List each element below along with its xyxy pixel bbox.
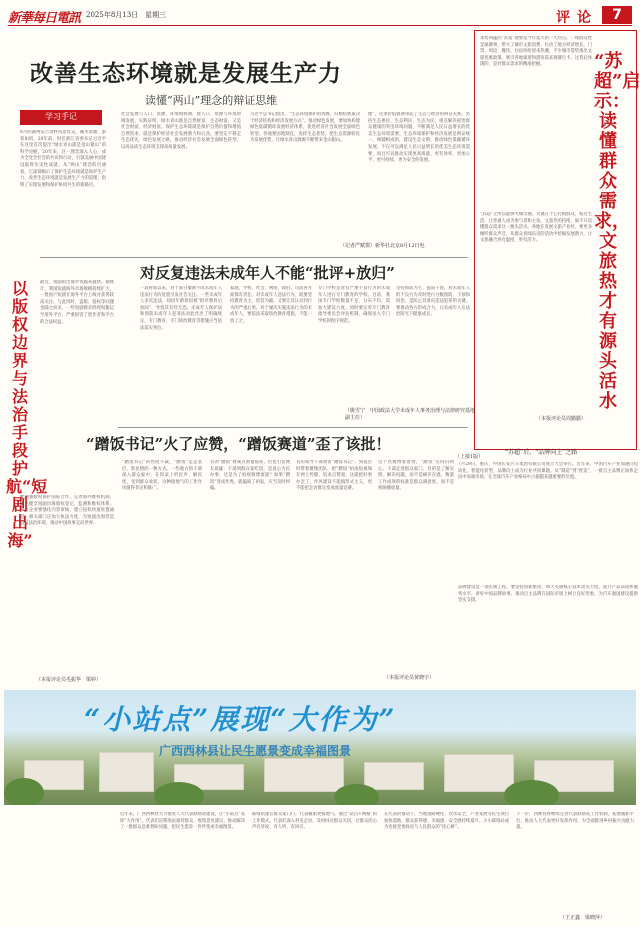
xilin-column-4: 下一步，西林县将继续完善代表联络站工作机制，拓展履职平台，推动人大代表更好发挥作用，为全面推进乡村振兴贡献力量。 [516,812,634,831]
minors-column-3: 专门学校是对有严重不良行为的未成年人进行专门教育的学校。目前，我国专门学校数量不足、分布不均，需加大建设力度。同时要完善专门教育指导委员会评估机制，确保送入专门学校的程序规范。 [318,286,390,324]
page-number: 7 [602,6,632,24]
headline-bangfan: “蹭饭书记”火了应赞，“蹭饭赛道”歪了该批！ [86,435,391,453]
short-drama-column-1: 最近，短剧的出海步伐越来越快。据统计，我国短剧海外市场规模持续扩大，一批国产短剧在海外平台上线并获得较高关注。与此同时，盗版、侵权等问题也随之而来，一些短剧被未经授权搬运至境外平台，严重损害了创作者和平台的合法权益。 [40,280,114,325]
study-notes-tag: 学习手记 [20,110,102,124]
bangfan-column-3: 有的领导干部效仿“蹭饭书记”，到基层时带着摄像团队，把“蹭饭”拍成短视频在网上传播，追求点赞量，这就把好事办歪了。作风建设不能搞形式主义，更不能把走访群众变成流量竞赛。 [296,460,372,492]
tree [334,784,379,805]
bangfan-column-4: 这个热搜博着着赞，“蹭饭”应回归初心。干部走进群众家门，目的是了解实情、解决问题，而不是刷存在感。衡量工作成效的标准是群众满意度，而不是视频播放量。 [378,460,454,492]
suchao-column-1: 来势凶猛的“苏超”现象是今年夏天的一大热点。一场群众性足球赛事，带火了城市文旅消费，拉动了地方经济增长。门票、周边、餐饮、住宿纷纷迎来热潮，不少城市借势推出文旅优惠政策，吸引各地球迷和游客前来观赛打卡。这背后体现的，是对群众需求的精准把握。 [480,36,592,68]
minors-column-2: 家庭、学校、社会、网络、政府、司法各方面都有责任。对未成年人违法行为，既要坚持教育为主、惩罚为辅，又要让其认识到行为的严重后果。对于屡次实施违法行为的未成年人，要依法采取矫治教育措施，不能一放了之。 [230,286,312,324]
suchao-vertical-title: “苏超”启示：读懂群众需求，文旅热才有源头活水 [594,51,640,412]
building [364,762,424,790]
short-drama-vertical-title: 以版权边界与法治手段护航“短剧出海” [6,279,48,550]
headline-ecology: 改善生态环境就是发展生产力 [30,60,342,87]
building [99,752,154,792]
photo-subtitle: 广西西林县让民生愿景变成幸福图景 [159,744,352,758]
bangfan-column-2: 有的“蹭饭”视频点赞量很高，但也引发网友质疑：干部到群众家吃饭，是真心为民办事，还是为了拍视频博流量？如果“蹭饭”变成作秀，就偏离了初衷，应当及时纠偏。 [210,460,290,492]
suchao-column-2: “苏超”之所以能够火爆出圈，关键在于它扎根群众、贴近生活，让普通人成为参与者和主角。文旅热的持续，离不开读懂群众需求这一源头活水。各地在发展文旅产业时，要更多倾听群众声音，从群众喜闻乐见的活动中挖掘发展潜力，让文旅融合更有温度、更有活力。 [480,212,592,244]
ecology-column-1: 8月的湖州安吉余村风景优美，溪水清澈，游客如织。20年前，时任浙江省委书记习近平在这里首次提出“绿水青山就是金山银山”的科学论断。20年来，这一理念深入人心，成为全党全社会的共识和行动，引领美丽中国建设取得历史性成就。从“两山”理念的内涵看，它深刻揭示了保护生态环境就是保护生产力、改善生态环境就是发展生产力的道理，指明了实现发展和保护协同共生的新路径。 [20,130,106,188]
tag-underline [20,124,102,125]
divider [118,427,468,428]
minors-byline: （姚雪宁 中国政法大学未成年人事务治理与法律研究基地副主任） [345,408,476,421]
brand-column-1: 7月29日，重庆、中国长安汽车集团有限公司成立大会举行。近年来，中国汽车产业加速向电动化、智能化转型，品牌向上成为行业共同课题。从“制造”到“智造”，一批自主品牌正加快走向中高端市场，在全球汽车产业格局中占据越来越重要的位置。 [458,462,638,481]
building [264,758,344,792]
xilin-column-1: 近年来，广西西林县大力推进人大代表联络站建设，让“小站点”发挥“大作用”。代表们定期进站接待群众，收集意见建议，推动解决了一批群众急难愁盼问题，把民生愿景一件件变成幸福图景。 [120,812,245,831]
xilin-column-3: 在代表的推动下，当地道路硬化、饮水安全、产业发展等民生项目加快落地，群众获得感、幸福感、安全感持续提升。小小联络站成为连接党委政府与人民群众的“连心桥”。 [384,812,509,831]
ecology-byline: （记者严赋憬）新华社北京8月12日电 [340,243,425,249]
building [444,754,514,792]
continued-note: （上接1版） [455,454,484,460]
section-title: 评 论 [556,10,592,26]
bangfan-column-1: “蹭饭书记”的热度不减，“蹭饭”是走基层、察民情的一种方式。一些地方的干部深入群众家中，在饭桌上听民声、解民忧，受到群众欢迎。这种接地气的工作作风值得肯定和推广。 [122,460,202,492]
feature-photo [4,690,636,805]
minors-column-1: 一段时间以来，对于部分屡教不改未成年人违法行为的处置引发社会关注。一些未成年人多次违法，却因年龄原因被“批评教育后放回”，导致其有恃无恐。未成年人保护法和预防未成年人犯罪法对此作出了明确规定，专门教育、专门矫治教育等措施应当依法落实到位。 [140,286,222,331]
date-line: 2025年8月13日 星期三 [86,11,167,19]
headline-minors: 对反复违法未成年人不能“批评+放归” [140,264,395,282]
xilin-byline: （王正鑫 梁晓萍） [560,915,606,921]
short-drama-column-2: 要加强版权保护国际合作，完善海外维权机制，建立健全短剧出海版权登记、监测和维权体系。平台企业要强化内容审核，建立侵权快速处置通道。相关部门应加大执法力度，为短剧出海营造良好法治环境，推动中国故事走向世界。 [20,495,114,527]
ecology-column-2: 社会发展与人口、资源、环境相协调，使人口、资源与环境协调发展。实践证明，绿水青山既是自然财富、生态财富，又是社会财富、经济财富。保护生态环境就是保护自然价值和增值自然资本，就是保护经济社会发展潜力和后劲。要坚定不移走生态优先、绿色发展之路，推动经济社会发展全面绿色转型，以高品质生态环境支撑高质量发展。 [121,112,241,150]
related-headline: “苏超”后，“品牌向上”之路 [505,449,578,456]
minors-column-4: 坚持预防为主、提前干预，对未成年人的不良行为及时进行分级预防、干预和矫治，是防止其滑向违法犯罪的关键。要推动各方形成合力，让未成年人在法治阳光下健康成长。 [396,286,470,318]
divider [40,257,468,258]
ecology-column-4: 理”，这条价值链条串起了生态与经济的辩证关系。坚持生态惠民、生态利民、生态为民，重点解决损害群众健康的突出环境问题，不断满足人民日益增长的优美生态环境需要。生态环境保护和经济发展是辩证统一、相辅相成的，建设生态文明、推动绿色低碳循环发展，不仅可以满足人民日益增长的优美生态环境需要，而且可以推动实现更高质量、更有效率、更加公平、更可持续、更为安全的发展。 [368,112,470,164]
short-drama-byline: （本报评论员毛振华 梁婷） [36,677,102,683]
subheadline-ecology: 读懂“两山”理念的辩证思维 [145,94,278,107]
ecology-column-3: 习近平总书记指出，“生态环境保护的成败，归根结底取决于经济结构和经济发展方式”。推动绿色发展，要加快构建绿色低碳循环发展经济体系，促进经济社会发展全面绿色转型。各地要因地制宜，发挥生态优势，把生态资源转化为发展优势，让绿水青山源源不断带来金山银山。 [250,112,360,144]
tree [504,780,559,805]
newspaper-logo: 新華每日電訊 [8,11,81,26]
xilin-column-2: 联络站建在群众家门口，代表履职更接地气。通过“站点+网格”的工作模式，代表们深入村屯走访，及时回应群众关切，让群众的心声有处说、有人听、有回应。 [252,812,377,831]
suchao-byline: （本报评论员周勤勤） [536,416,587,422]
tree [154,782,204,805]
tree [4,778,44,805]
brand-column-2: 品牌建设是一项长期工程。要坚持创新驱动，加大关键核心技术攻关力度，提升产品品质和服务水平，讲好中国品牌故事。推动自主品牌在国际市场上树立良好形象，为汽车强国建设提供坚实支撑。 [458,585,638,604]
photo-title: “小站点”展现“大作为” [84,703,397,736]
masthead [8,6,632,26]
bangfan-byline: （本报评论员黄晓宇） [384,675,435,681]
